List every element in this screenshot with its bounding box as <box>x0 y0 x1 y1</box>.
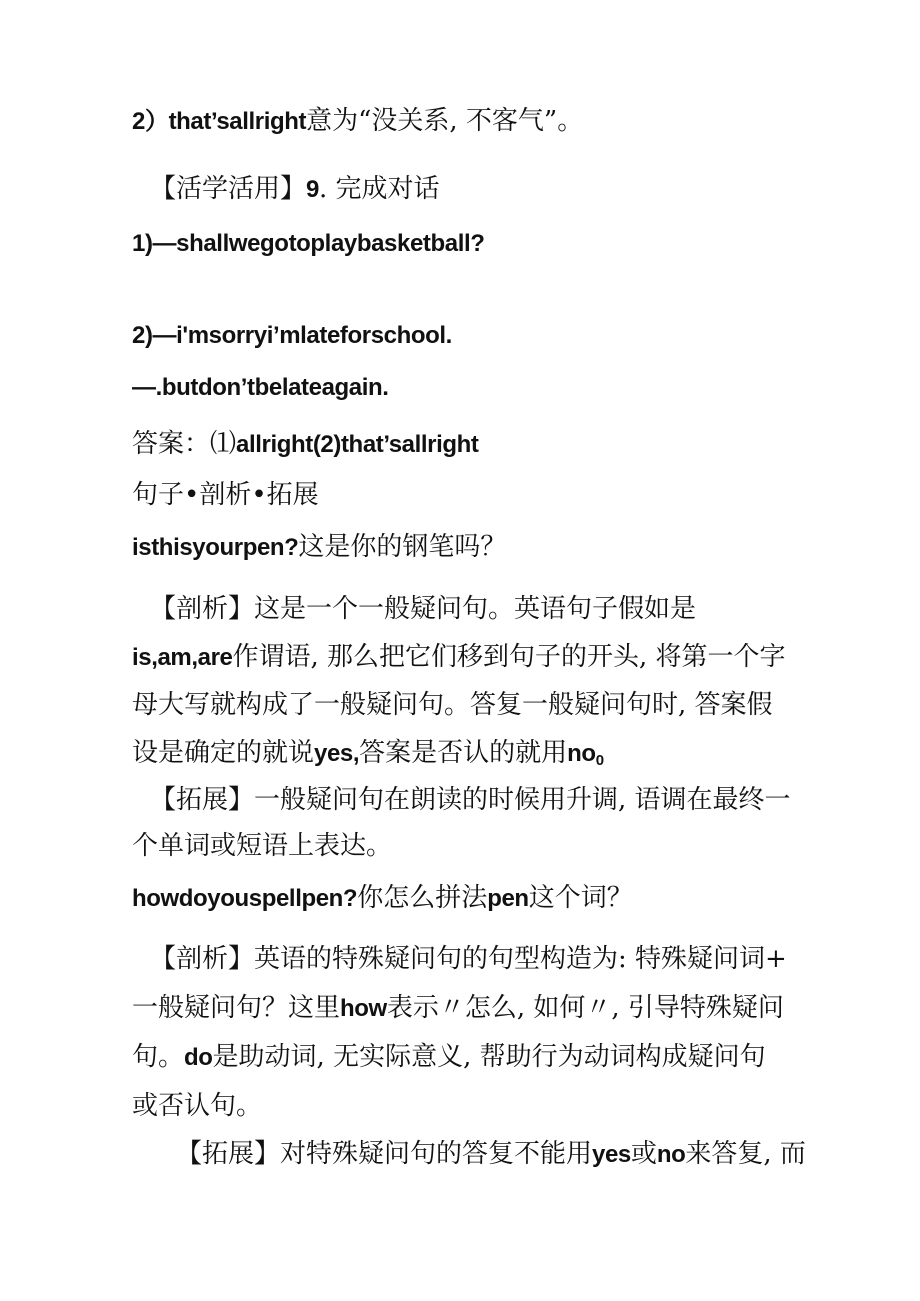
text-run: 答案是否认的就用 <box>359 738 568 768</box>
text-run: 【拓展】一般疑问句在朗读的时候用升调, 语调在最终一 <box>150 785 791 815</box>
text-run: yes, <box>314 740 360 767</box>
line-19 <box>132 1089 800 1123</box>
line-12 <box>132 736 800 778</box>
text-run: 或 <box>630 1139 657 1169</box>
text-run: 0 <box>595 752 605 769</box>
text-run: 意为“没关系, 不客气”。 <box>306 106 584 136</box>
line-17 <box>132 991 800 1026</box>
text-run: how <box>340 995 387 1022</box>
text-run: 这个词？ <box>528 883 633 913</box>
text-run: 表示〃怎么, 如何〃, 引导特殊疑问 <box>386 993 784 1023</box>
text-run: 作谓语, 那么把它们移到句子的开头, 将第一个字 <box>232 642 786 672</box>
text-run: 【剖析】英语的特殊疑问句的句型构造为: 特殊疑问词+ <box>150 944 787 974</box>
text-run: is,am,are <box>132 644 233 671</box>
text-run: do <box>184 1044 213 1071</box>
line-4 <box>132 318 800 353</box>
text-run: howdoyouspellpen? <box>132 885 358 912</box>
text-run: no <box>567 740 596 767</box>
line-1 <box>132 104 800 139</box>
text-run: 句子•剖析•拓展 <box>132 480 319 510</box>
text-run: 设是确定的就说 <box>132 738 315 768</box>
text-run: ⑴ <box>210 429 237 459</box>
line-2 <box>150 172 800 207</box>
line-16 <box>150 942 800 976</box>
text-run: 9 <box>306 176 319 203</box>
text-run: . 完成对话 <box>318 174 440 204</box>
text-run: 是助动词, 无实际意义, 帮助行为动词构成疑问句 <box>212 1042 766 1072</box>
text-run: 你怎么拼法 <box>357 883 488 913</box>
line-9 <box>150 592 800 626</box>
line-7 <box>132 478 800 512</box>
line-8 <box>132 530 800 565</box>
line-3 <box>132 226 800 261</box>
text-run: no <box>656 1141 686 1168</box>
text-run: 一般疑问句？这里 <box>132 993 341 1023</box>
text-run: that’sallright <box>168 108 307 135</box>
text-run: 2） <box>132 108 169 135</box>
text-run: pen <box>487 885 529 912</box>
line-5 <box>132 370 800 405</box>
text-run: 个单词或短语上表达。 <box>132 831 393 861</box>
line-15 <box>132 881 800 916</box>
line-10 <box>132 640 800 675</box>
text-run: 【拓展】对特殊疑问句的答复不能用 <box>176 1139 593 1169</box>
text-run: 这是你的钢笔吗？ <box>298 532 507 562</box>
text-run: 2)—i'msorryi’mlateforschool. <box>132 322 452 349</box>
line-13 <box>150 783 800 817</box>
line-20 <box>176 1137 806 1172</box>
text-run: 来答复, 而 <box>685 1139 806 1169</box>
line-6 <box>132 427 800 462</box>
text-run: —.butdon’tbelateagain. <box>132 374 389 401</box>
text-run: yes <box>592 1141 631 1168</box>
text-run: 【剖析】这是一个一般疑问句。英语句子假如是 <box>150 594 697 624</box>
text-run: 母大写就构成了一般疑问句。答复一般疑问句时, 答案假 <box>132 690 773 720</box>
line-11 <box>132 688 800 722</box>
text-run: 【活学活用】 <box>150 174 307 204</box>
text-run: isthisyourpen? <box>132 534 299 561</box>
text-run: 答案： <box>132 429 211 459</box>
text-run: 句。 <box>132 1042 185 1072</box>
line-18 <box>132 1040 800 1075</box>
line-14 <box>132 829 800 863</box>
text-run: 或否认句。 <box>132 1091 263 1121</box>
text-run: allright(2)that’sallright <box>236 431 479 458</box>
text-run: 1)—shallwegotoplaybasketball? <box>132 230 485 257</box>
